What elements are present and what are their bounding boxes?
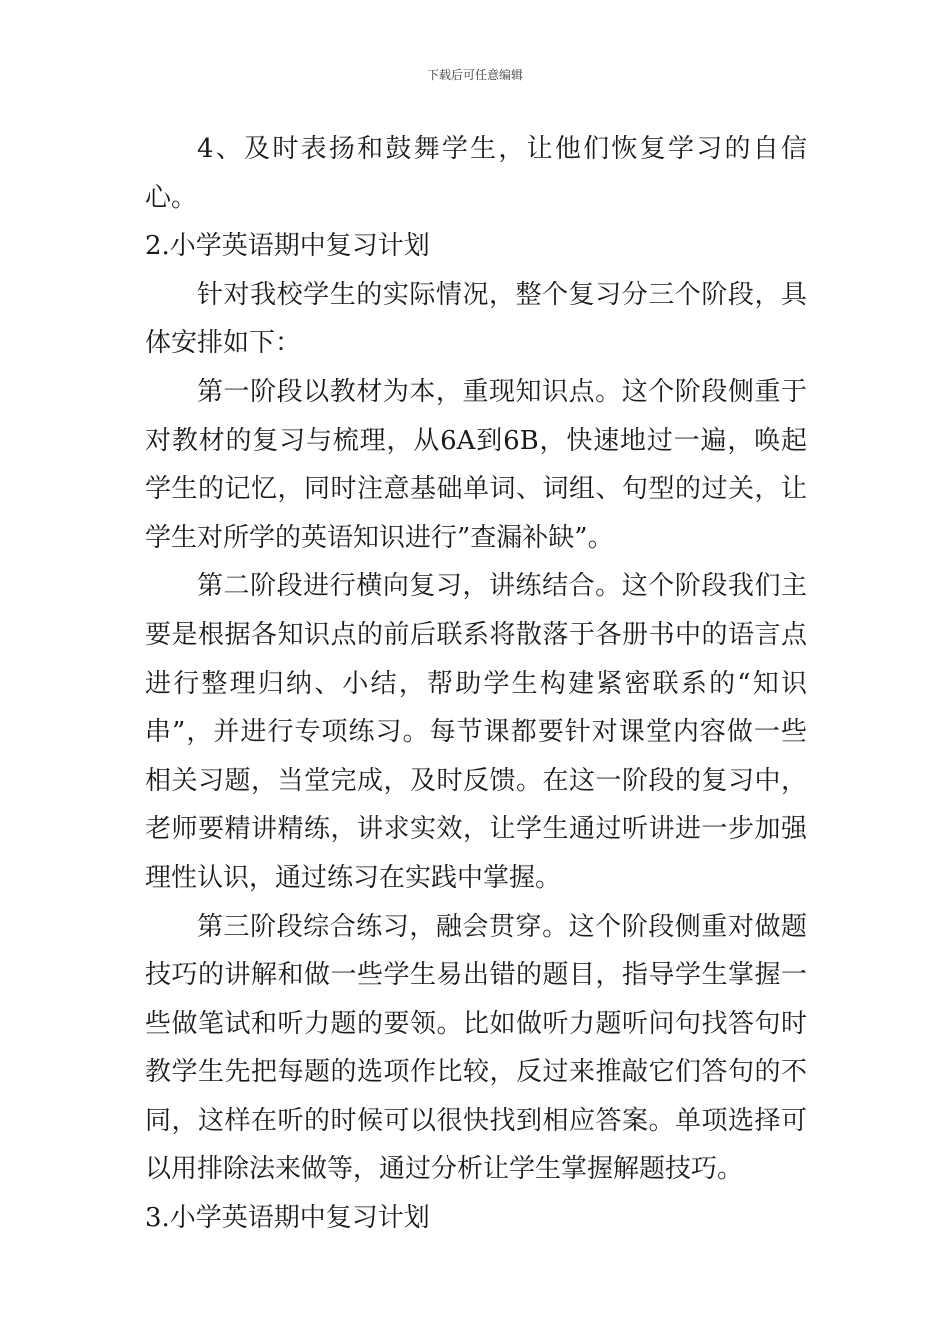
section-heading-2: 2.小学英语期中复习计划 [145,231,430,262]
paragraph-stage-one: 第一阶段以教材为本，重现知识点。这个阶段侧重于对教材的复习与梳理，从6A到6B，快速地过一遍，唤起学生的记忆，同时注意基础单词、词组、句型的过关，让学生对所学的英语知识进行”查漏补缺”。 [145,376,807,553]
page-header-note: 下载后可任意编辑 [426,68,523,82]
paragraph-stage-two: 第二阶段进行横向复习，讲练结合。这个阶段我们主要是根据各知识点的前后联系将散落于各册书中的语言点进行整理归纳、小结，帮助学生构建紧密联系的“知识串”，并进行专项练习。每节课都要针对课堂内容做一些相关习题，当堂完成，及时反馈。在这一阶段的复习中，老师要精讲精练，讲求实效，让学生通过听讲进一步加强理性认识，通过练习在实践中掌握。 [145,571,807,893]
paragraph-stage-three: 第三阶段综合练习，融会贯穿。这个阶段侧重对做题技巧的讲解和做一些学生易出错的题目，指导学生掌握一些做笔试和听力题的要领。比如做听力题听问句找答句时教学生先把每题的选项作比较，反过来推敲它们答句的不同，这样在听的时候可以很快找到相应答案。单项选择可以用排除法来做等，通过分析让学生掌握解题技巧。 [145,911,807,1185]
paragraph-encourage-students: 4、及时表扬和鼓舞学生，让他们恢复学习的自信心。 [145,134,807,213]
section-heading-3: 3.小学英语期中复习计划 [145,1203,430,1234]
paragraph-review-overview: 针对我校学生的实际情况，整个复习分三个阶段，具体安排如下： [145,279,807,359]
document-body [145,125,807,1243]
